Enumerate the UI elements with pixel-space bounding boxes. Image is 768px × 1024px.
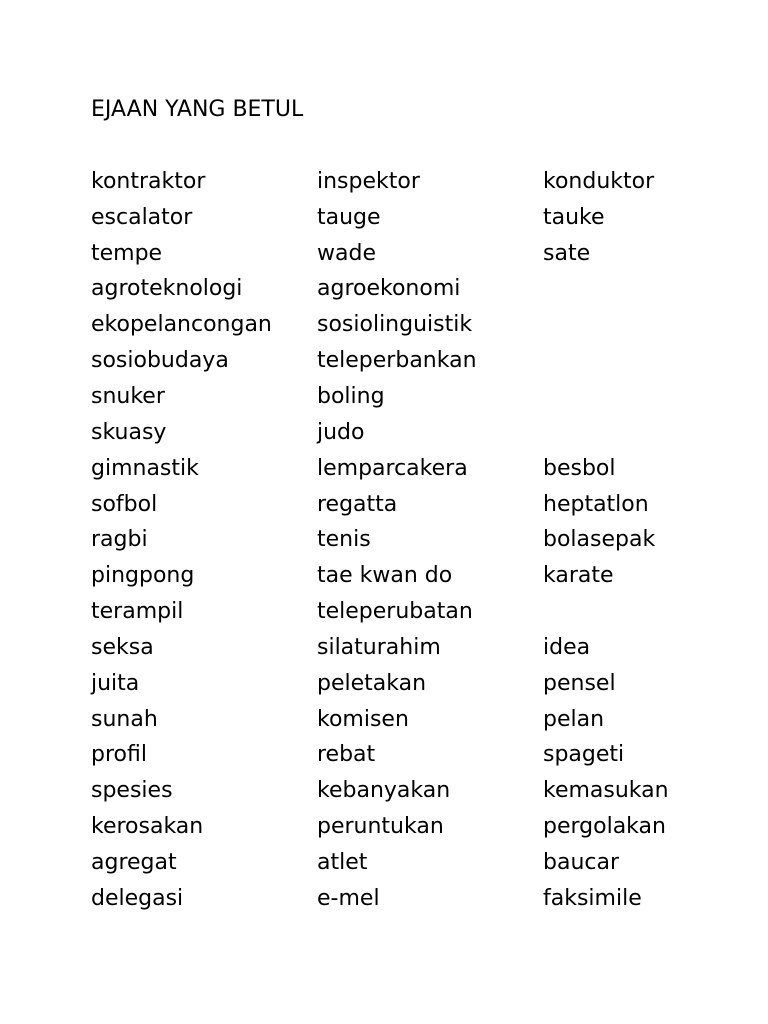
word-cell: bolasepak: [543, 527, 656, 553]
document-title: EJAAN YANG BETUL: [91, 97, 304, 122]
table-row: [91, 845, 731, 881]
table-row: [91, 594, 731, 630]
word-list: [91, 164, 731, 917]
word-cell: teleperbankan: [317, 348, 477, 374]
word-cell: boling: [317, 383, 385, 409]
word-cell: rebat: [317, 742, 376, 768]
word-cell: komisen: [317, 706, 409, 732]
word-cell: baucar: [543, 849, 620, 875]
word-cell: sosiobudaya: [91, 348, 229, 374]
table-row: [91, 307, 731, 343]
word-cell: escalator: [91, 204, 193, 230]
table-row: [91, 558, 731, 594]
word-cell: besbol: [543, 455, 616, 481]
word-cell: snuker: [91, 383, 165, 409]
word-cell: gimnastik: [91, 455, 199, 481]
word-cell: tenis: [317, 527, 371, 553]
word-cell: e-mel: [317, 885, 380, 911]
table-row: [91, 236, 731, 272]
word-cell: kemasukan: [543, 778, 669, 804]
word-cell: lemparcakera: [317, 455, 468, 481]
table-row: [91, 630, 731, 666]
word-cell: kontraktor: [91, 168, 206, 194]
word-cell: pensel: [543, 670, 616, 696]
word-cell: pelan: [543, 706, 605, 732]
table-row: [91, 415, 731, 451]
word-cell: konduktor: [543, 168, 655, 194]
table-row: [91, 738, 731, 774]
word-cell: sate: [543, 240, 591, 266]
word-cell: silaturahim: [317, 634, 441, 660]
word-cell: sunah: [91, 706, 158, 732]
word-cell: kerosakan: [91, 814, 204, 840]
table-row: [91, 666, 731, 702]
word-cell: tauge: [317, 204, 381, 230]
word-cell: kebanyakan: [317, 778, 451, 804]
word-cell: heptatlon: [543, 491, 649, 517]
word-cell: inspektor: [317, 168, 420, 194]
word-cell: ragbi: [91, 527, 148, 553]
word-cell: sofbol: [91, 491, 158, 517]
table-row: [91, 809, 731, 845]
word-cell: tae kwan do: [317, 563, 453, 589]
word-cell: judo: [317, 419, 365, 445]
word-cell: profil: [91, 742, 147, 768]
word-cell: atlet: [317, 849, 368, 875]
word-cell: tempe: [91, 240, 163, 266]
table-row: [91, 272, 731, 308]
table-row: [91, 379, 731, 415]
word-cell: ekopelancongan: [91, 312, 272, 338]
table-row: [91, 343, 731, 379]
table-row: [91, 164, 731, 200]
word-cell: spageti: [543, 742, 625, 768]
table-row: [91, 881, 731, 917]
word-cell: karate: [543, 563, 614, 589]
word-cell: teleperubatan: [317, 599, 473, 625]
table-row: [91, 702, 731, 738]
word-cell: faksimile: [543, 885, 642, 911]
table-row: [91, 487, 731, 523]
word-cell: spesies: [91, 778, 173, 804]
word-cell: idea: [543, 634, 591, 660]
word-cell: agroteknologi: [91, 276, 243, 302]
word-cell: pingpong: [91, 563, 195, 589]
table-row: [91, 200, 731, 236]
word-cell: peletakan: [317, 670, 427, 696]
word-cell: juita: [91, 670, 140, 696]
word-cell: agregat: [91, 849, 177, 875]
word-cell: sosiolinguistik: [317, 312, 473, 338]
word-cell: regatta: [317, 491, 398, 517]
word-cell: peruntukan: [317, 814, 444, 840]
word-cell: agroekonomi: [317, 276, 461, 302]
word-cell: wade: [317, 240, 376, 266]
word-cell: delegasi: [91, 885, 184, 911]
word-cell: tauke: [543, 204, 605, 230]
table-row: [91, 451, 731, 487]
table-row: [91, 773, 731, 809]
word-cell: seksa: [91, 634, 154, 660]
word-cell: pergolakan: [543, 814, 666, 840]
word-cell: skuasy: [91, 419, 167, 445]
word-cell: terampil: [91, 599, 184, 625]
table-row: [91, 522, 731, 558]
